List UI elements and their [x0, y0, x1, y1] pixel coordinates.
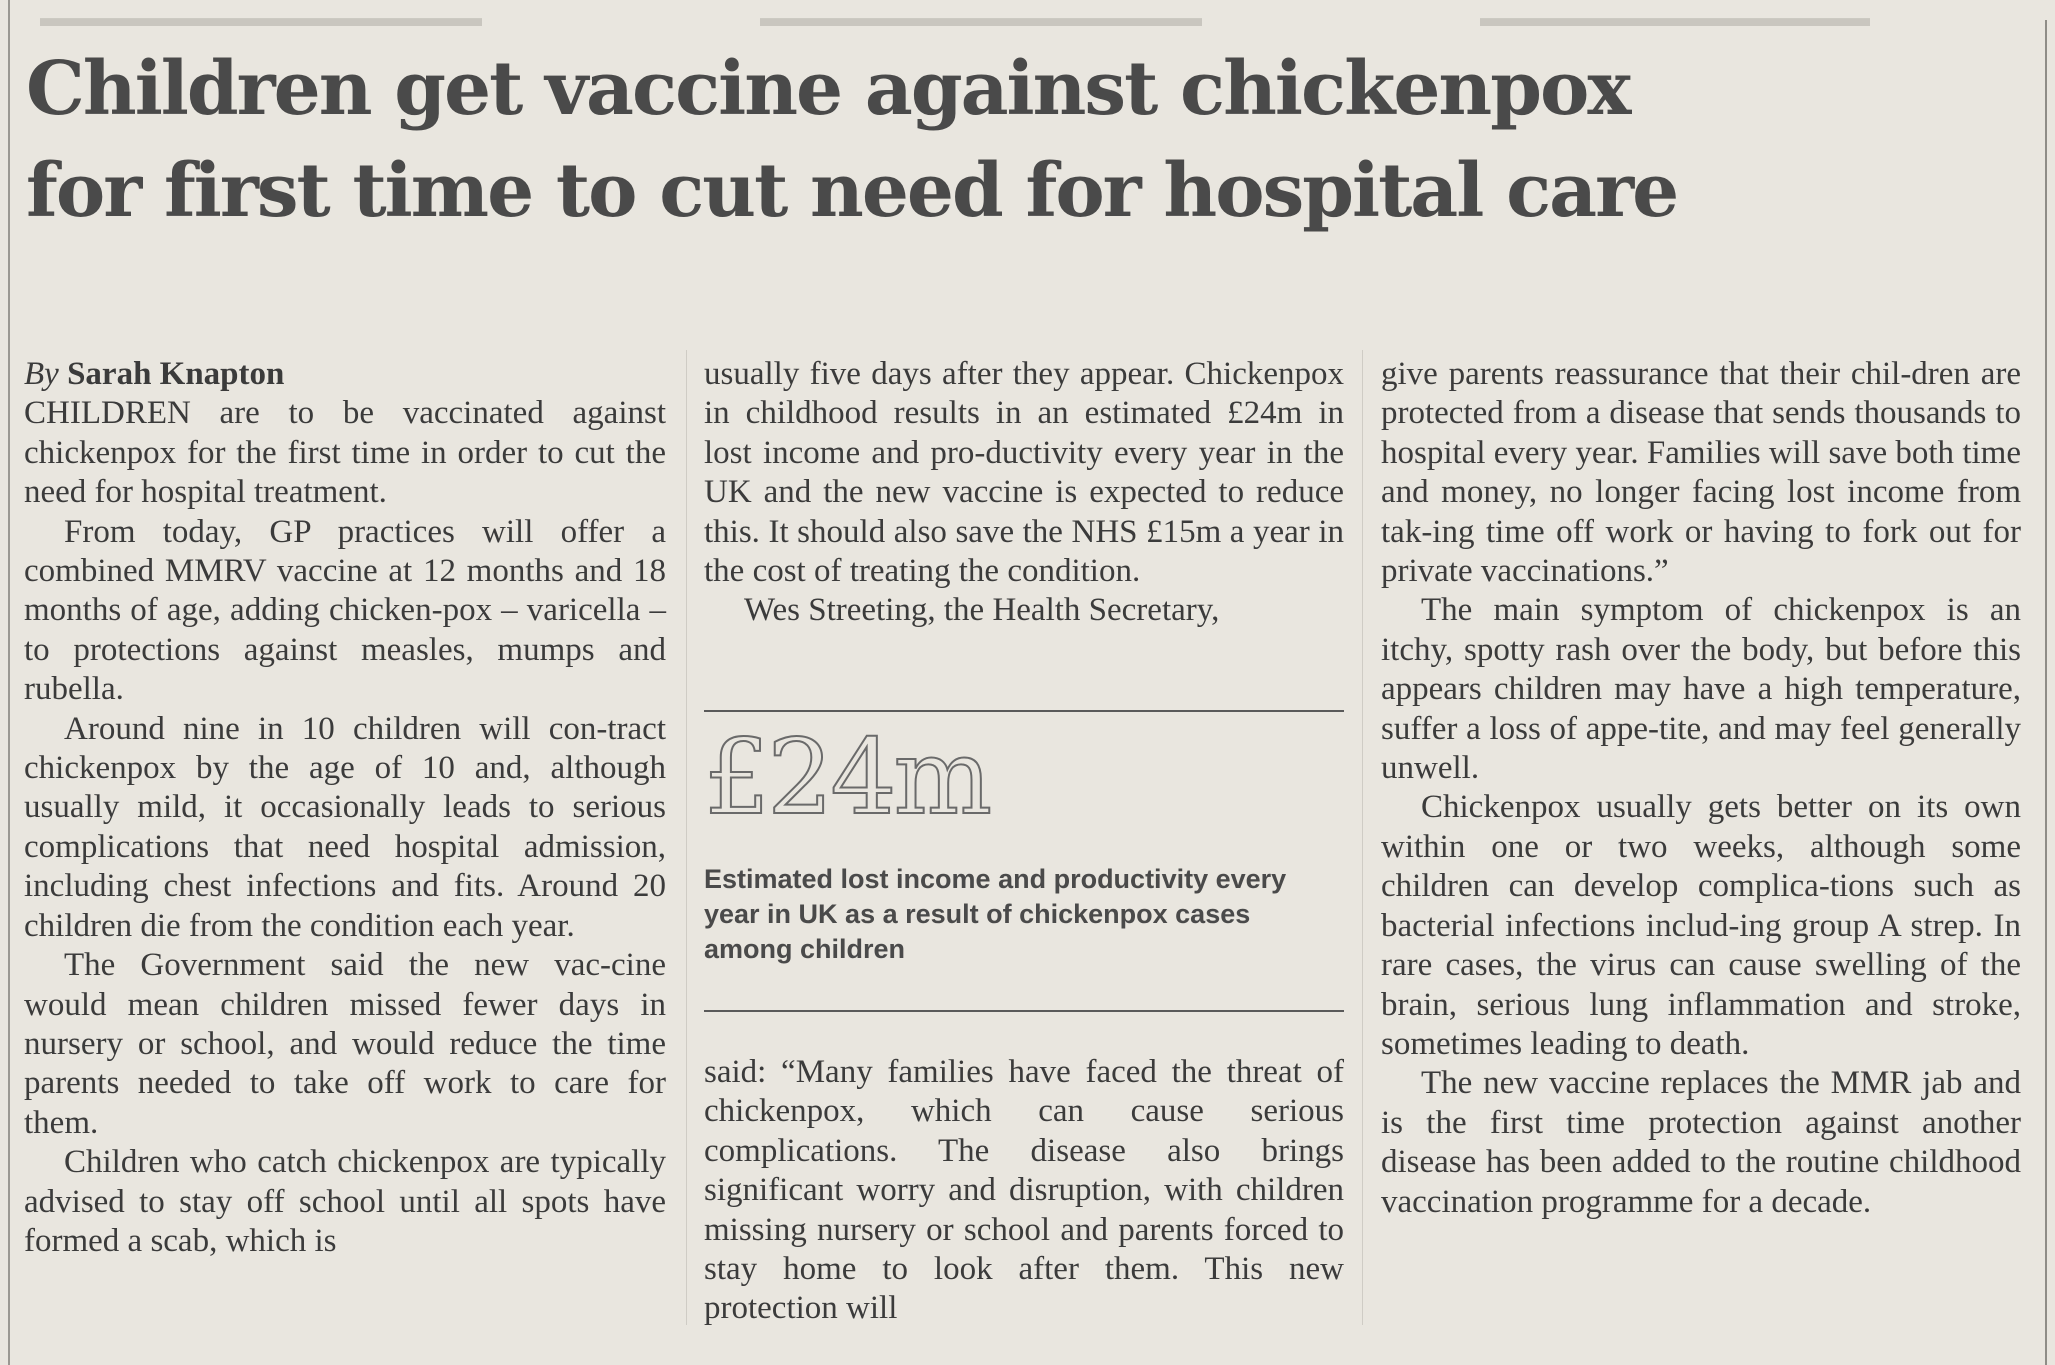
byline-author: Sarah Knapton: [67, 356, 285, 392]
paragraph: usually five days after they appear. Chickenpox in childhood results in an estimated £24m in lost income and pro-ductivity every year in the UK and the new vaccine is expected to reduce this. It should also save the NHS £15m a year in the cost of treating the condition.: [704, 356, 1344, 590]
column-rule: [686, 350, 687, 1325]
article-column-2-top: [704, 355, 1344, 631]
show-through-texture: ▬▬▬▬▬▬▬▬▬▬▬▬▬▬▬▬▬: [40, 3, 482, 32]
paragraph: Around nine in 10 children will con-tract chickenpox by the age of 10 and, although usually mild, it occasionally leads to serious complications that need hospital admission, including chest infections and fits. Around 20 children die from the condition each year.: [24, 710, 666, 944]
factbox-bottom-rule: [704, 1010, 1344, 1012]
headline-line-2: for first time to cut need for hospital care: [26, 148, 1678, 234]
byline: [24, 355, 666, 394]
factbox-caption: Estimated lost income and productivity every year in UK as a result of chickenpox cases among children: [704, 864, 1287, 964]
page-edge: [8, 0, 10, 1365]
article-column-3: [1381, 355, 2021, 1222]
paragraph: The new vaccine replaces the MMR jab and is the first time protection against another disease has been added to the routine childhood vaccination programme for a decade.: [1381, 1065, 2021, 1220]
paragraph: CHILDREN are to be vaccinated against chickenpox for the first time in order to cut the need for hospital treatment.: [24, 395, 666, 511]
headline: [26, 38, 2006, 242]
paragraph: Wes Streeting, the Health Secretary,: [744, 592, 1220, 629]
paragraph: Chickenpox usually gets better on its own within one or two weeks, although some children can develop complica-tions such as bacterial infections includ-ing group A strep. In rare cases, the virus can cause swelling of the brain, serious lung inflammation and stroke, sometimes leading to death.: [1381, 789, 2021, 1062]
paragraph: The Government said the new vac-cine would mean children missed fewer days in nursery or school, and would reduce the time parents needed to take off work to care for them.: [24, 947, 666, 1141]
article-column-1: [24, 355, 666, 1261]
paragraph: said: “Many families have faced the threat of chickenpox, which can cause serious complications. The disease also brings significant worry and disruption, with children missing nursery or school and parents forced to stay home to look after them. This new protection will: [704, 1054, 1344, 1327]
factbox-number: £24m: [704, 716, 990, 838]
show-through-texture: ▬▬▬▬▬▬▬▬▬▬▬▬▬▬▬: [1480, 3, 1870, 32]
paragraph: Children who catch chickenpox are typically advised to stay off school until all spots have formed a scab, which is: [24, 1144, 666, 1259]
column-rule: [1362, 350, 1363, 1325]
byline-prefix: By: [24, 356, 59, 392]
paragraph: The main symptom of chickenpox is an itchy, spotty rash over the body, but before this appears children may have a high temperature, suffer a loss of appe-tite, and may feel generally unwell.: [1381, 592, 2021, 787]
headline-line-1: Children get vaccine against chickenpox: [26, 46, 1630, 132]
article-column-2-bottom: [704, 1053, 1344, 1329]
paragraph: From today, GP practices will offer a combined MMRV vaccine at 12 months and 18 months of age, adding chicken-pox – varicella – to protections against measles, mumps and rubella.: [24, 513, 666, 708]
show-through-texture: ▬▬▬▬▬▬▬▬▬▬▬▬▬▬▬▬▬: [760, 3, 1202, 32]
page-edge: [2045, 20, 2047, 1365]
factbox-top-rule: [704, 710, 1344, 712]
paragraph: give parents reassurance that their chil-dren are protected from a disease that sends thousands to hospital every year. Families will save both time and money, no longer facing lost income from tak-ing time off work or having to fork out for private vaccinations.”: [1381, 356, 2021, 590]
